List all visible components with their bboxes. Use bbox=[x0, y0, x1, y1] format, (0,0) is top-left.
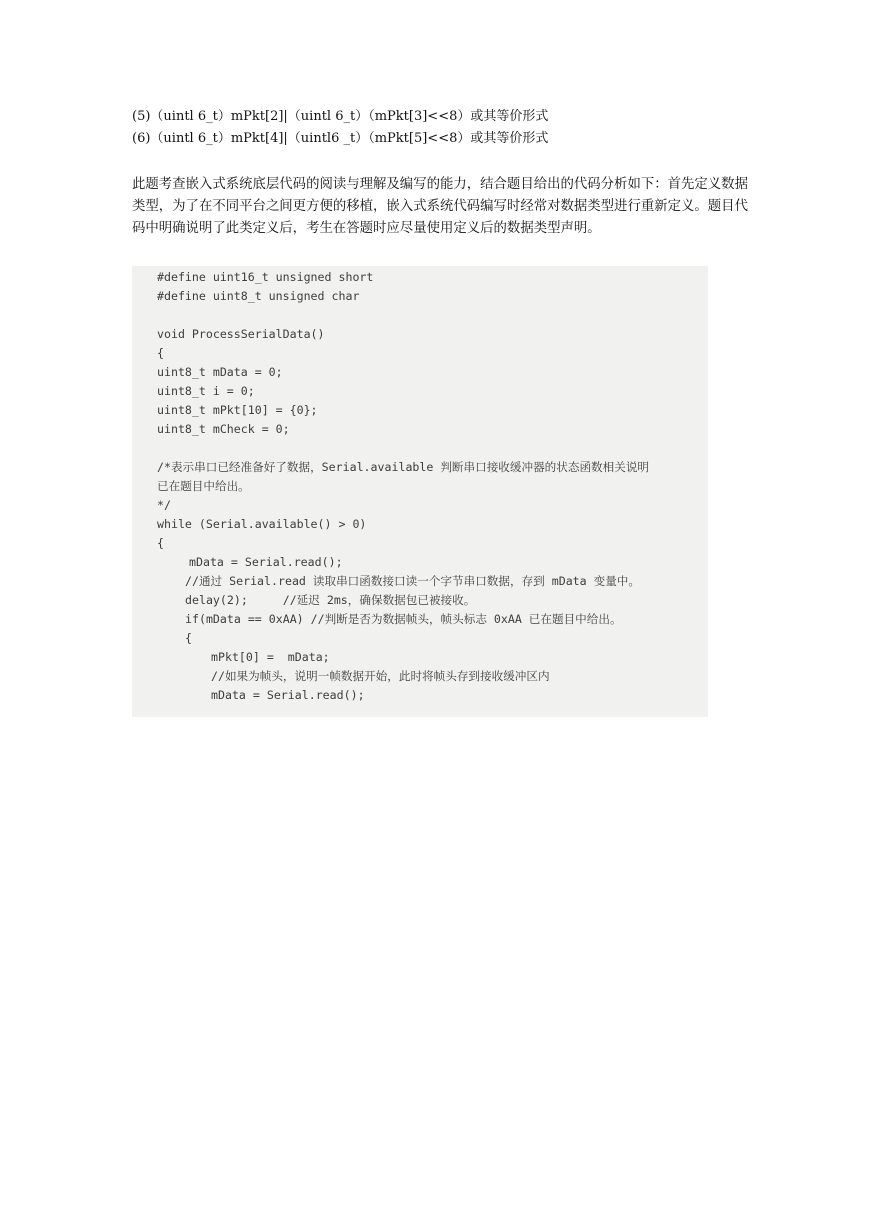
code-line: #define uint16_t unsigned short bbox=[157, 270, 374, 284]
code-line: if(mData == 0xAA) //判断是否为数据帧头，帧头标志 0xAA 已在题目中给出。 bbox=[185, 612, 622, 626]
code-line: { bbox=[185, 631, 192, 645]
code-line: void ProcessSerialData() bbox=[157, 327, 325, 341]
code-line: mData = Serial.read(); bbox=[189, 555, 343, 569]
code-line: delay(2); //延迟 2ms，确保数据包已被接收。 bbox=[185, 593, 476, 607]
code-line: mPkt[0] = mData; bbox=[211, 650, 330, 664]
code-comment-line: /*表示串口已经准备好了数据，Serial.available 判断串口接收缓冲器的状态函数相关说明 bbox=[157, 460, 650, 474]
code-line: uint8_t mData = 0; bbox=[157, 365, 283, 379]
code-line bbox=[132, 306, 708, 325]
code-line: #define uint8_t unsigned char bbox=[157, 289, 360, 303]
code-line bbox=[132, 439, 708, 458]
code-line: mData = Serial.read(); bbox=[211, 688, 365, 702]
answer-line-6: (6)（uintl 6_t）mPkt[4]|（uintl6 _t）（mPkt[5]<<8）或其等价形式 bbox=[132, 131, 549, 146]
code-line: uint8_t mPkt[10] = {0}; bbox=[157, 403, 318, 417]
code-comment-line: 已在题目中给出。 bbox=[157, 479, 250, 493]
code-comment-line: //通过 Serial.read 读取串口函数接口读一个字节串口数据，存到 mData 变量中。 bbox=[185, 574, 641, 588]
answer-list bbox=[132, 106, 752, 150]
code-snippet-image bbox=[132, 266, 708, 717]
code-comment-line: */ bbox=[157, 498, 171, 512]
code-comment-line: //如果为帧头，说明一帧数据开始，此时将帧头存到接收缓冲区内 bbox=[211, 669, 550, 683]
code-line: while (Serial.available() > 0) bbox=[157, 517, 367, 531]
explanation-paragraph: 此题考查嵌入式系统底层代码的阅读与理解及编写的能力，结合题目给出的代码分析如下：首先定义数据类型，为了在不同平台之间更方便的移植，嵌入式系统代码编写时经常对数据类型进行重新定义。题目代码中明确说明了此类定义后，考生在答题时应尽量使用定义后的数据类型声明。 bbox=[132, 177, 748, 236]
code-line: { bbox=[157, 346, 164, 360]
code-line: uint8_t i = 0; bbox=[157, 384, 255, 398]
code-line: { bbox=[157, 536, 164, 550]
answer-line-5: (5)（uintl 6_t）mPkt[2]|（uintl 6_t）（mPkt[3]<<8）或其等价形式 bbox=[132, 109, 549, 124]
code-line: uint8_t mCheck = 0; bbox=[157, 422, 290, 436]
